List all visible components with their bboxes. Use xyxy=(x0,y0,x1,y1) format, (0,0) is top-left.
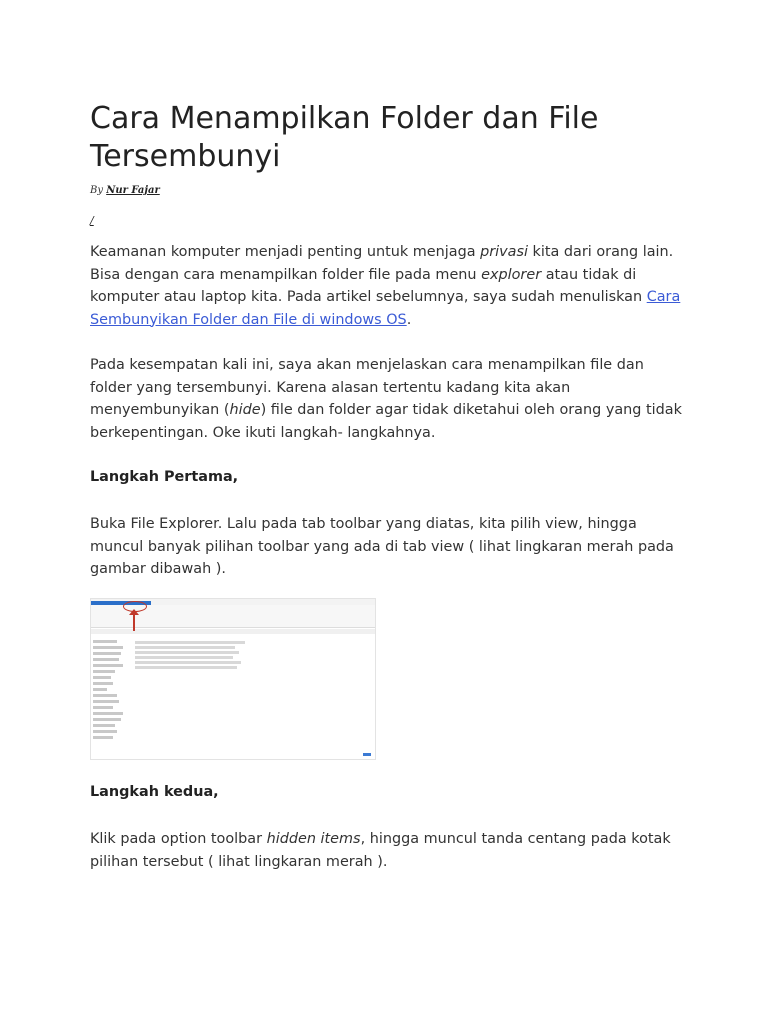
second-paragraph xyxy=(90,354,690,444)
article-title: Cara Menampilkan Folder dan File Tersembunyi xyxy=(90,101,599,174)
text-span: Keamanan komputer menjadi penting untuk menjaga xyxy=(90,244,481,260)
file-list xyxy=(135,639,265,671)
emphasis-privasi: privasi xyxy=(480,244,528,260)
step-one-paragraph: Buka File Explorer. Lalu pada tab toolbar yang diatas, kita pilih view, hingga muncul banyak pilihan toolbar yang ada di tab view ( lihat lingkaran merah pada gambar dibawah ). xyxy=(90,516,674,577)
author-link[interactable]: Nur Fajar xyxy=(106,185,160,196)
emphasis-hidden-items: hidden items xyxy=(266,831,361,847)
step-two-paragraph xyxy=(90,828,690,873)
emphasis-hide: hide xyxy=(229,402,261,418)
text-span: Pada kesempatan kali ini, saya akan menjelaskan cara menampilkan file dan folder yang tersembunyi. Karena alasan tertentu kadang kita akan menyembunyikan ( xyxy=(90,357,644,418)
text-span: , hingga muncul tanda centang pada kotak pilihan tersebut ( lihat lingkaran merah ). xyxy=(90,831,671,870)
text-span: Klik pada option toolbar xyxy=(90,831,267,847)
byline xyxy=(90,185,160,196)
file-explorer-screenshot xyxy=(90,598,376,760)
text-span: . xyxy=(406,311,412,328)
text-span: ) file dan folder agar tidak diketahui oleh orang yang tidak berkepentingan. Oke ikuti langkah- langkahnya. xyxy=(90,402,682,441)
text-span: kita dari orang lain. Bisa dengan cara menampilkan folder file pada menu xyxy=(90,244,674,283)
step-one-heading: Langkah Pertama, xyxy=(90,469,239,485)
navigation-pane xyxy=(93,637,129,752)
step-two-heading: Langkah kedua, xyxy=(90,784,219,800)
text-span: atau tidak di komputer atau laptop kita. Pada artikel sebelumnya, saya sudah menuliskan xyxy=(90,266,647,305)
byline-prefix: By xyxy=(90,185,103,196)
arrow-shaft xyxy=(133,611,135,631)
view-toggle-icon xyxy=(363,753,371,756)
emphasis-explorer: explorer xyxy=(481,266,542,283)
intro-paragraph xyxy=(90,241,690,331)
related-article-link[interactable]: Cara Sembunyikan Folder dan File di windows OS xyxy=(90,289,681,328)
separator-link[interactable]: / xyxy=(90,214,94,227)
